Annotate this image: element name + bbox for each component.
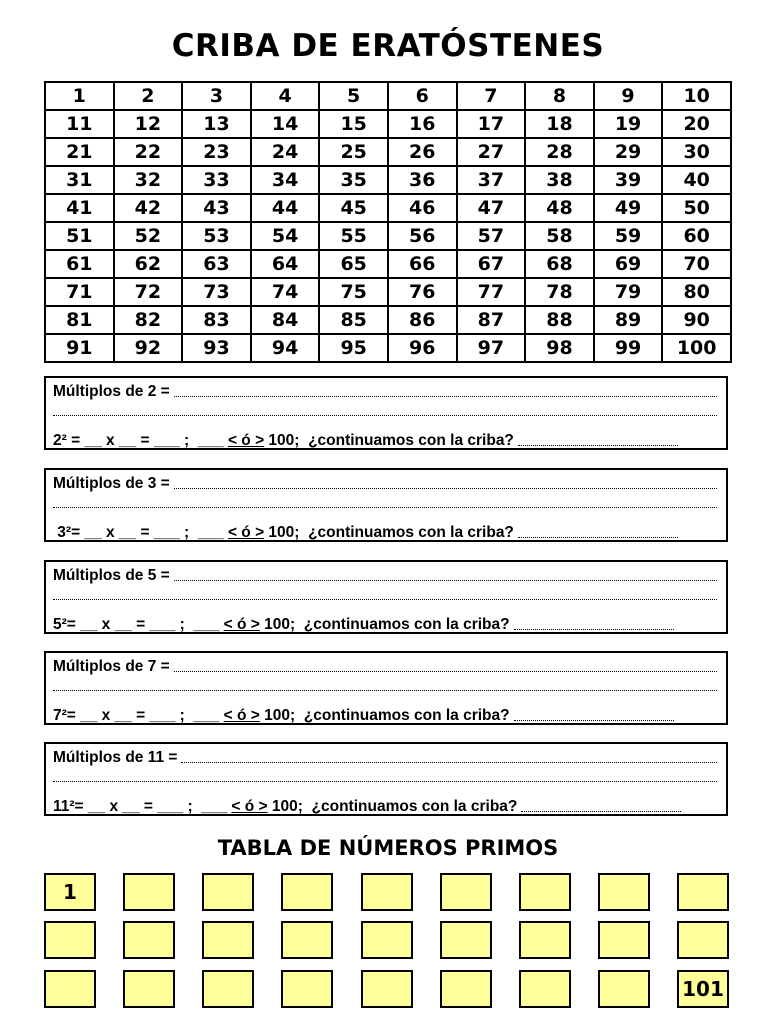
answer-line[interactable] <box>518 444 678 446</box>
sieve-cell: 38 <box>525 166 594 194</box>
sieve-cell: 13 <box>182 110 251 138</box>
sieve-cell: 58 <box>525 222 594 250</box>
sieve-cell: 89 <box>594 306 663 334</box>
prime-cell[interactable] <box>519 970 571 1008</box>
sieve-cell: 35 <box>319 166 388 194</box>
square-question-line <box>53 430 720 450</box>
sieve-cell: 17 <box>457 110 526 138</box>
sieve-cell: 96 <box>388 334 457 362</box>
sieve-cell: 26 <box>388 138 457 166</box>
sieve-cell: 1 <box>45 82 114 110</box>
multiples-header-line <box>53 565 720 585</box>
sieve-cell: 12 <box>114 110 183 138</box>
sieve-cell: 63 <box>182 250 251 278</box>
prime-cell[interactable] <box>440 873 492 911</box>
continue-question: 100; ¿continuamos con la criba? <box>264 524 514 541</box>
continue-question: 100; ¿continuamos con la criba? <box>264 432 514 449</box>
prime-cell[interactable] <box>123 873 175 911</box>
multiples-box <box>44 742 728 816</box>
sieve-row <box>45 278 731 306</box>
sieve-cell: 47 <box>457 194 526 222</box>
sieve-cell: 6 <box>388 82 457 110</box>
sieve-cell: 29 <box>594 138 663 166</box>
square-expression: 3²= __ x __ = ___ ; ___ <box>53 524 228 541</box>
square-expression: 11²= __ x __ = ___ ; ___ <box>53 798 232 815</box>
sieve-row <box>45 138 731 166</box>
prime-cell[interactable] <box>440 921 492 959</box>
sieve-cell: 86 <box>388 306 457 334</box>
sieve-cell: 9 <box>594 82 663 110</box>
compare-symbol: < ó > <box>227 524 265 541</box>
sieve-cell: 50 <box>662 194 731 222</box>
sieve-cell: 59 <box>594 222 663 250</box>
sieve-cell: 80 <box>662 278 731 306</box>
prime-cell[interactable] <box>44 921 96 959</box>
prime-cell[interactable]: 101 <box>677 970 729 1008</box>
sieve-cell: 11 <box>45 110 114 138</box>
sieve-cell: 91 <box>45 334 114 362</box>
sieve-row <box>45 250 731 278</box>
sieve-cell: 62 <box>114 250 183 278</box>
sieve-cell: 71 <box>45 278 114 306</box>
prime-cell[interactable]: 1 <box>44 873 96 911</box>
sieve-row <box>45 82 731 110</box>
multiples-continuation-line <box>53 406 720 420</box>
sieve-cell: 55 <box>319 222 388 250</box>
multiples-box <box>44 376 728 450</box>
multiples-header: Múltiplos de 7 = <box>53 658 170 675</box>
sieve-cell: 81 <box>45 306 114 334</box>
answer-line[interactable] <box>53 414 717 416</box>
sieve-cell: 49 <box>594 194 663 222</box>
answer-line[interactable] <box>174 670 717 672</box>
sieve-cell: 34 <box>251 166 320 194</box>
sieve-cell: 53 <box>182 222 251 250</box>
sieve-cell: 19 <box>594 110 663 138</box>
multiples-header-line <box>53 747 720 767</box>
sieve-cell: 4 <box>251 82 320 110</box>
sieve-cell: 67 <box>457 250 526 278</box>
sieve-cell: 92 <box>114 334 183 362</box>
answer-line[interactable] <box>174 487 717 489</box>
prime-cell[interactable] <box>519 873 571 911</box>
sieve-cell: 98 <box>525 334 594 362</box>
compare-symbol: < ó > <box>231 798 268 815</box>
sieve-cell: 77 <box>457 278 526 306</box>
square-expression: 2² = __ x __ = ___ ; ___ <box>53 432 228 449</box>
multiples-header: Múltiplos de 11 = <box>53 749 178 766</box>
sieve-cell: 88 <box>525 306 594 334</box>
answer-line[interactable] <box>521 810 681 812</box>
prime-cell[interactable] <box>123 921 175 959</box>
prime-cell[interactable] <box>202 970 254 1008</box>
sieve-cell: 64 <box>251 250 320 278</box>
prime-cell[interactable] <box>44 970 96 1008</box>
sieve-row <box>45 306 731 334</box>
sieve-row <box>45 166 731 194</box>
prime-cell[interactable] <box>598 873 650 911</box>
multiples-box <box>44 651 728 725</box>
sieve-cell: 56 <box>388 222 457 250</box>
multiples-continuation-line <box>53 772 720 786</box>
sieve-cell: 2 <box>114 82 183 110</box>
compare-symbol: < ó > <box>223 616 260 633</box>
square-expression: 7²= __ x __ = ___ ; ___ <box>53 707 224 724</box>
multiples-box <box>44 468 728 542</box>
multiples-continuation-line <box>53 498 720 512</box>
sieve-cell: 16 <box>388 110 457 138</box>
compare-symbol: < ó > <box>227 432 265 449</box>
sieve-row <box>45 334 731 362</box>
compare-symbol: < ó > <box>223 707 260 724</box>
multiples-continuation-line <box>53 590 720 604</box>
sieve-cell: 94 <box>251 334 320 362</box>
sieve-cell: 3 <box>182 82 251 110</box>
answer-line[interactable] <box>181 761 717 763</box>
sieve-cell: 97 <box>457 334 526 362</box>
sieve-cell: 28 <box>525 138 594 166</box>
sieve-cell: 25 <box>319 138 388 166</box>
sieve-cell: 14 <box>251 110 320 138</box>
sieve-cell: 8 <box>525 82 594 110</box>
sieve-cell: 45 <box>319 194 388 222</box>
multiples-continuation-line <box>53 681 720 695</box>
sieve-cell: 27 <box>457 138 526 166</box>
multiples-header: Múltiplos de 5 = <box>53 567 170 584</box>
sieve-cell: 18 <box>525 110 594 138</box>
square-question-line <box>53 614 720 634</box>
continue-question: 100; ¿continuamos con la criba? <box>267 798 518 815</box>
sieve-cell: 75 <box>319 278 388 306</box>
prime-cell[interactable] <box>281 970 333 1008</box>
sieve-cell: 90 <box>662 306 731 334</box>
sieve-cell: 100 <box>662 334 731 362</box>
sieve-cell: 5 <box>319 82 388 110</box>
sieve-cell: 10 <box>662 82 731 110</box>
sieve-cell: 42 <box>114 194 183 222</box>
sieve-cell: 78 <box>525 278 594 306</box>
prime-cell[interactable] <box>123 970 175 1008</box>
square-question-line <box>53 705 720 725</box>
prime-cell[interactable] <box>519 921 571 959</box>
continue-question: 100; ¿continuamos con la criba? <box>259 707 510 724</box>
sieve-table <box>44 81 732 363</box>
sieve-cell: 73 <box>182 278 251 306</box>
sieve-cell: 41 <box>45 194 114 222</box>
answer-line[interactable] <box>53 598 717 600</box>
prime-cell[interactable] <box>361 921 413 959</box>
sieve-cell: 83 <box>182 306 251 334</box>
sieve-cell: 74 <box>251 278 320 306</box>
sieve-cell: 7 <box>457 82 526 110</box>
sieve-cell: 51 <box>45 222 114 250</box>
prime-cell[interactable] <box>677 873 729 911</box>
continue-question: 100; ¿continuamos con la criba? <box>259 616 510 633</box>
answer-line[interactable] <box>53 780 717 782</box>
sieve-cell: 87 <box>457 306 526 334</box>
sieve-cell: 24 <box>251 138 320 166</box>
sieve-cell: 40 <box>662 166 731 194</box>
multiples-header: Múltiplos de 3 = <box>53 475 170 492</box>
primes-title: TABLA DE NÚMEROS PRIMOS <box>217 836 559 860</box>
sieve-cell: 36 <box>388 166 457 194</box>
sieve-cell: 21 <box>45 138 114 166</box>
page-title: CRIBA DE ERATÓSTENES <box>171 28 605 64</box>
answer-line[interactable] <box>174 579 717 581</box>
sieve-cell: 99 <box>594 334 663 362</box>
sieve-cell: 84 <box>251 306 320 334</box>
sieve-cell: 31 <box>45 166 114 194</box>
square-expression: 5²= __ x __ = ___ ; ___ <box>53 616 224 633</box>
prime-cell[interactable] <box>202 921 254 959</box>
sieve-cell: 15 <box>319 110 388 138</box>
sieve-cell: 65 <box>319 250 388 278</box>
sieve-row <box>45 222 731 250</box>
prime-cell[interactable] <box>281 873 333 911</box>
sieve-cell: 93 <box>182 334 251 362</box>
sieve-cell: 68 <box>525 250 594 278</box>
sieve-cell: 33 <box>182 166 251 194</box>
sieve-row <box>45 110 731 138</box>
square-question-line <box>53 796 720 816</box>
prime-cell[interactable] <box>202 873 254 911</box>
multiples-header-line <box>53 473 720 493</box>
sieve-cell: 30 <box>662 138 731 166</box>
multiples-box <box>44 560 728 634</box>
sieve-row <box>45 194 731 222</box>
prime-cell[interactable] <box>598 970 650 1008</box>
answer-line[interactable] <box>514 628 674 630</box>
answer-line[interactable] <box>53 506 717 508</box>
prime-cell[interactable] <box>440 970 492 1008</box>
square-question-line <box>53 522 720 542</box>
sieve-cell: 61 <box>45 250 114 278</box>
sieve-cell: 44 <box>251 194 320 222</box>
sieve-cell: 37 <box>457 166 526 194</box>
sieve-cell: 43 <box>182 194 251 222</box>
sieve-cell: 69 <box>594 250 663 278</box>
answer-line[interactable] <box>514 719 674 721</box>
sieve-cell: 72 <box>114 278 183 306</box>
multiples-header-line <box>53 381 720 401</box>
sieve-cell: 54 <box>251 222 320 250</box>
answer-line[interactable] <box>518 536 678 538</box>
sieve-cell: 57 <box>457 222 526 250</box>
sieve-cell: 66 <box>388 250 457 278</box>
sieve-cell: 22 <box>114 138 183 166</box>
answer-line[interactable] <box>174 395 717 397</box>
sieve-cell: 48 <box>525 194 594 222</box>
multiples-header: Múltiplos de 2 = <box>53 383 170 400</box>
prime-cell[interactable] <box>281 921 333 959</box>
sieve-cell: 85 <box>319 306 388 334</box>
sieve-cell: 46 <box>388 194 457 222</box>
sieve-cell: 70 <box>662 250 731 278</box>
sieve-cell: 79 <box>594 278 663 306</box>
sieve-cell: 82 <box>114 306 183 334</box>
sieve-cell: 39 <box>594 166 663 194</box>
sieve-cell: 23 <box>182 138 251 166</box>
sieve-cell: 60 <box>662 222 731 250</box>
prime-cell[interactable] <box>361 873 413 911</box>
prime-cell[interactable] <box>598 921 650 959</box>
prime-cell[interactable] <box>677 921 729 959</box>
answer-line[interactable] <box>53 689 717 691</box>
sieve-cell: 32 <box>114 166 183 194</box>
sieve-cell: 52 <box>114 222 183 250</box>
sieve-cell: 95 <box>319 334 388 362</box>
sieve-cell: 76 <box>388 278 457 306</box>
sieve-cell: 20 <box>662 110 731 138</box>
multiples-header-line <box>53 656 720 676</box>
prime-cell[interactable] <box>361 970 413 1008</box>
